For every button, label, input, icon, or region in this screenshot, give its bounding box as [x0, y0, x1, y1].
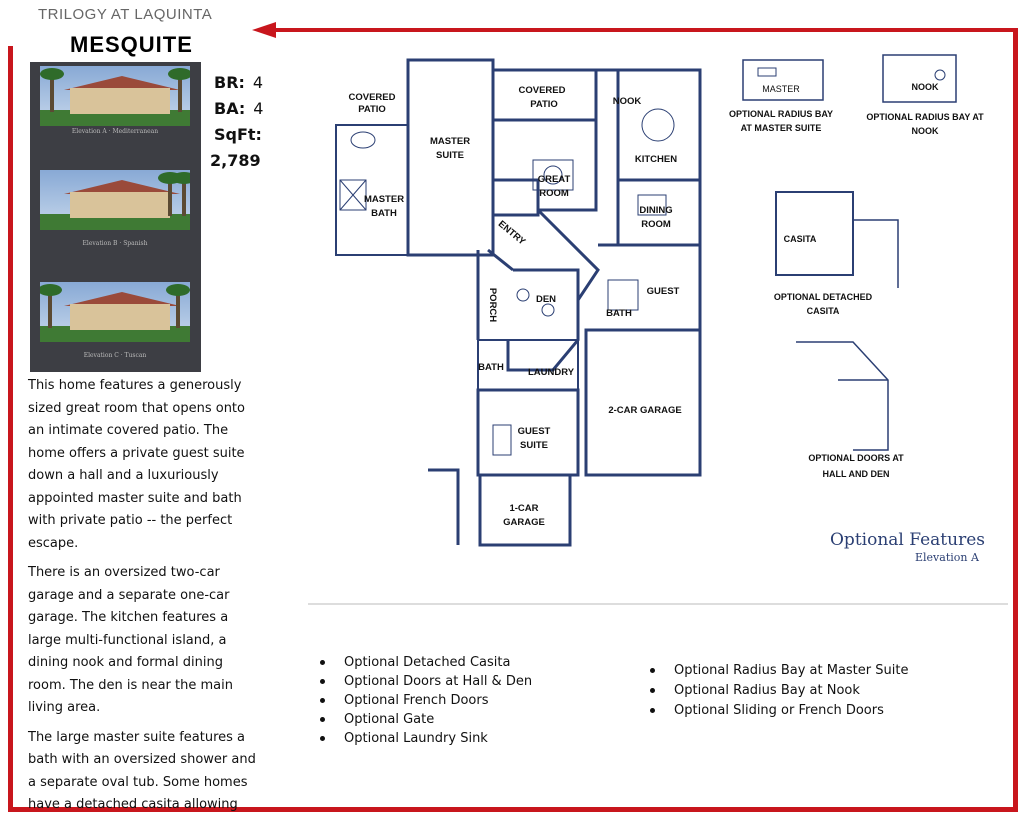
opt-radius-nook-l2: NOOK: [911, 126, 939, 136]
elevation-photo-b: [40, 170, 190, 230]
list-item: Optional Radius Bay at Nook: [648, 681, 908, 701]
opt-radius-master-l1: OPTIONAL RADIUS BAY: [728, 109, 834, 119]
room-dining-room-l2: ROOM: [641, 219, 671, 230]
opt-casita-l2: CASITA: [806, 306, 840, 316]
list-item: Optional Detached Casita: [318, 653, 532, 672]
opt-radius-master-l2: AT MASTER SUITE: [740, 123, 822, 133]
room-guest: GUEST: [646, 286, 680, 297]
elevation-caption-a: Elevation A · Mediterranean: [71, 128, 159, 135]
sqft-value: 2,789: [210, 151, 261, 170]
elevation-caption-b: Elevation B · Spanish: [82, 240, 148, 247]
frame-right: [1013, 30, 1018, 812]
room-entry: ENTRY: [495, 218, 528, 248]
model-name: MESQUITE: [70, 32, 193, 57]
elevation-caption-c: Elevation C · Tuscan: [83, 352, 147, 359]
description-paragraph-2: There is an oversized two-car garage and a separate one-car garage. The kitchen features a large multi-functional island, a dining nook and formal dining room. The den is near the main living area.: [28, 565, 233, 715]
room-guest-suite-l1: GUEST: [517, 426, 551, 437]
room-great-room-l1: GREAT: [537, 174, 571, 185]
room-one-car-garage-l2: GARAGE: [503, 517, 545, 528]
ba-label: BA:: [214, 99, 246, 118]
room-covered-patio-2-l1: COVERED: [518, 85, 566, 96]
ba-value: 4: [253, 99, 264, 118]
list-item: Optional French Doors: [318, 691, 532, 710]
room-porch: PORCH: [487, 287, 498, 323]
room-guest-suite-l2: SUITE: [520, 440, 548, 451]
room-covered-patio-1-l2: PATIO: [358, 104, 386, 115]
room-master-bath-l2: BATH: [371, 208, 397, 219]
elevation-photo-a: [40, 66, 190, 126]
list-item: Optional Sliding or French Doors: [648, 701, 908, 721]
opt-radius-nook-l1: OPTIONAL RADIUS BAY AT: [866, 112, 984, 122]
optional-features-subtitle: Elevation A: [915, 551, 979, 564]
room-nook: NOOK: [612, 96, 642, 107]
room-great-room-l2: ROOM: [539, 188, 569, 199]
list-item: Optional Radius Bay at Master Suite: [648, 661, 908, 681]
br-value: 4: [252, 73, 264, 92]
opt-casita-small: CASITA: [783, 234, 817, 244]
room-master-suite-l2: SUITE: [436, 150, 464, 161]
sqft-label: SqFt:: [214, 125, 262, 144]
list-item: Optional Doors at Hall & Den: [318, 672, 532, 691]
optional-features-list-2: [648, 661, 908, 721]
optional-features-title: Optional Features: [830, 530, 986, 550]
home-stats: [210, 70, 264, 174]
room-bath-2: BATH: [478, 362, 504, 373]
opt-doors-l1: OPTIONAL DOORS AT: [808, 453, 904, 463]
room-master-bath-l1: MASTER: [363, 194, 405, 205]
br-label: BR:: [214, 73, 245, 92]
room-dining-room-l1: DINING: [639, 205, 673, 216]
arrow-left-icon: [252, 22, 276, 38]
frame-top: [275, 28, 1018, 32]
optional-features-list-1: [318, 653, 532, 748]
opt-doors-l2: HALL AND DEN: [822, 469, 890, 479]
opt-nook-small: NOOK: [911, 82, 939, 92]
room-kitchen: KITCHEN: [634, 154, 678, 165]
elevation-photo-c: [40, 282, 190, 342]
community-name: TRILOGY AT LAQUINTA: [38, 6, 213, 23]
description-paragraph-3: The large master suite features a bath with an oversized shower and a separate oval tub. Some homes have a detached casita allowing: [28, 729, 256, 812]
opt-casita-l1: OPTIONAL DETACHED: [773, 292, 873, 302]
room-covered-patio-2-l2: PATIO: [530, 99, 558, 110]
room-two-car-garage: 2-CAR GARAGE: [608, 405, 682, 416]
elevation-photo-strip: [30, 62, 201, 372]
description: [28, 375, 258, 818]
floor-plan: [308, 40, 1008, 605]
description-paragraph-1: This home features a generously sized great room that opens onto an intimate covered patio. The home offers a private guest suite down a hall and a luxuriously appointed master suite and bath with private patio -- the perfect escape.: [28, 378, 245, 551]
list-item: Optional Gate: [318, 710, 532, 729]
room-bath-1: BATH: [606, 308, 632, 319]
room-master-suite-l1: MASTER: [429, 136, 471, 147]
list-item: Optional Laundry Sink: [318, 729, 532, 748]
opt-master-small: MASTER: [762, 84, 800, 94]
room-one-car-garage-l1: 1-CAR: [509, 503, 539, 514]
plan-divider: [308, 603, 1008, 605]
frame-left: [8, 46, 13, 812]
room-den: DEN: [535, 294, 557, 305]
room-laundry: LAUNDRY: [527, 367, 575, 378]
room-covered-patio-1-l1: COVERED: [348, 92, 396, 103]
